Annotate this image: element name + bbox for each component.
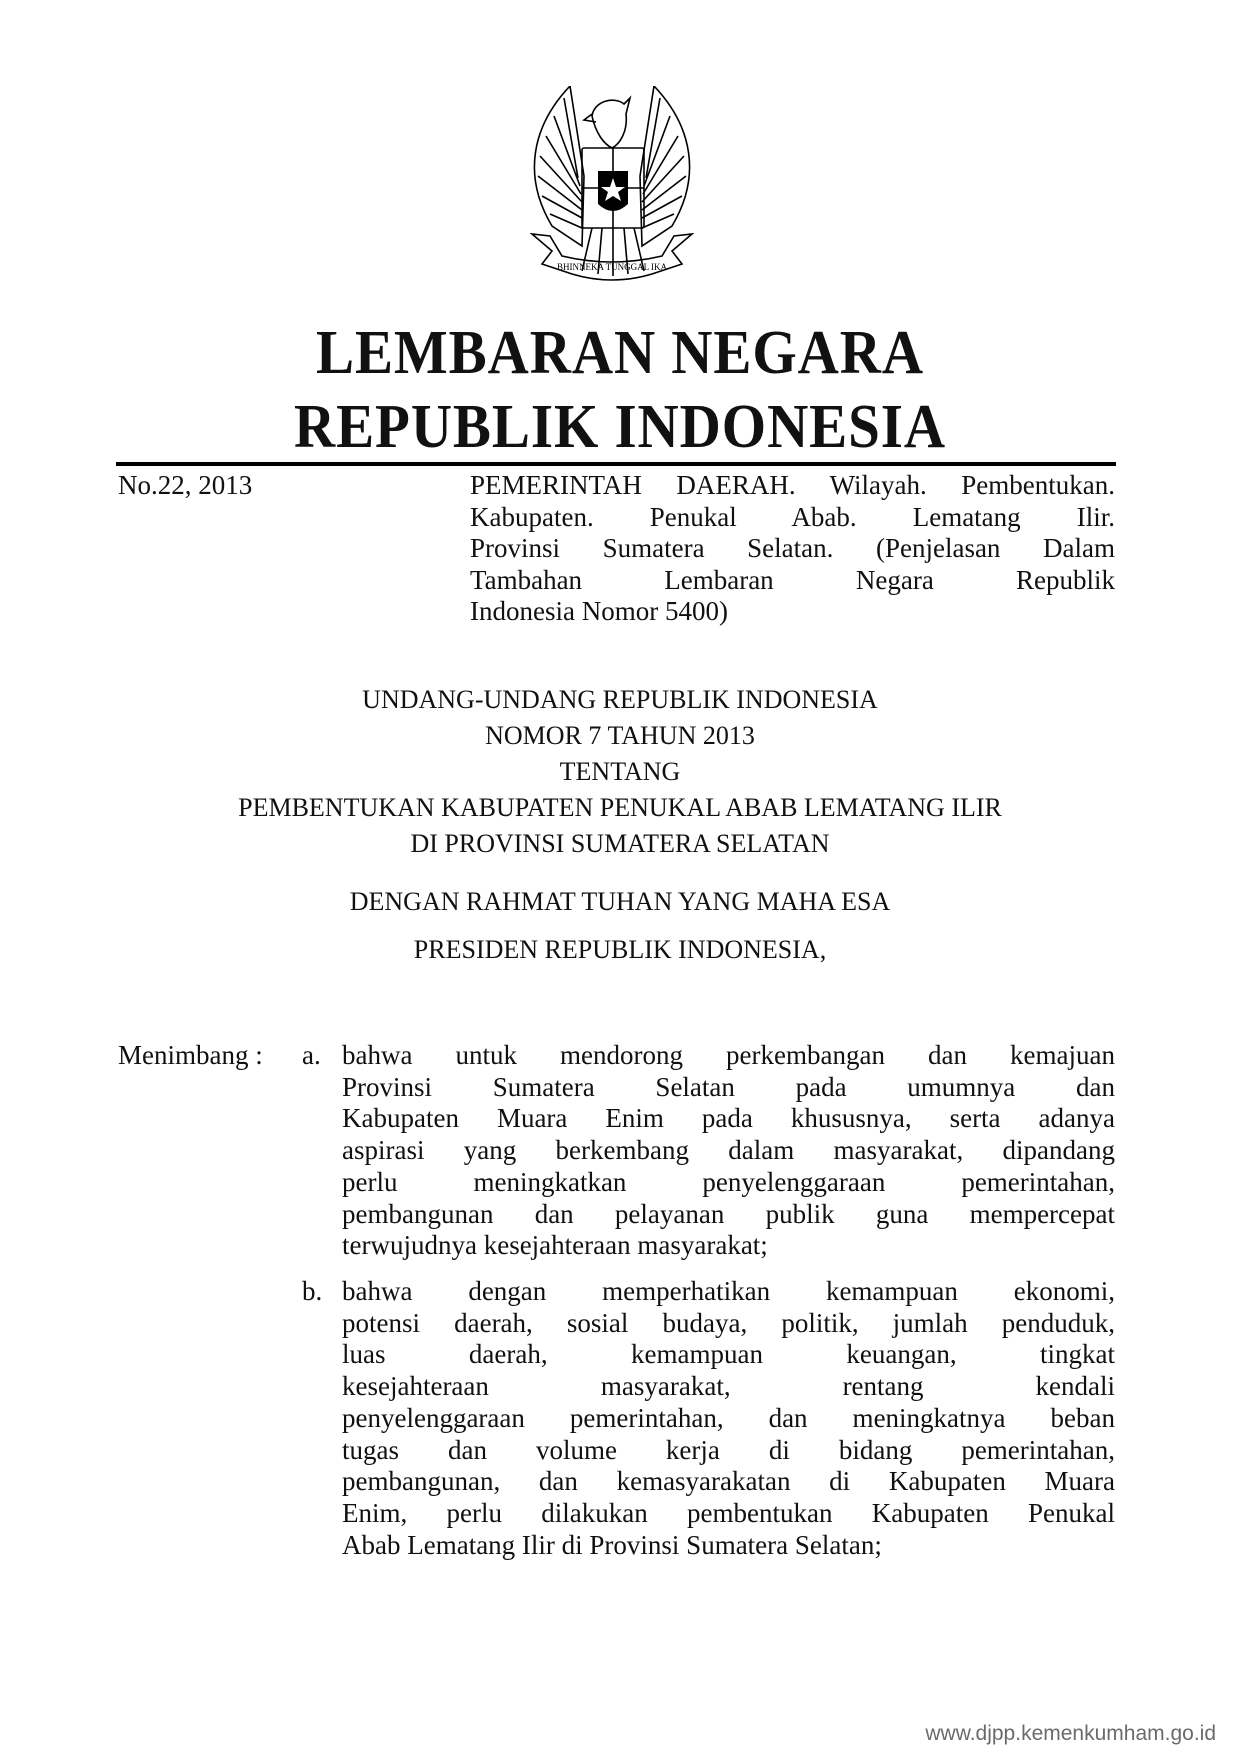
gazette-number: No.22, 2013 — [118, 470, 253, 500]
considerations-separator: : — [255, 1040, 263, 1070]
item-line: pembangunan, dan kemasyarakatan di Kabupaten Muara — [342, 1466, 1115, 1497]
summary-line: Indonesia Nomor 5400) — [470, 596, 728, 626]
item-line: tugas dan volume kerja di bidang pemerintahan, — [342, 1434, 1115, 1465]
considerations-label — [118, 1040, 263, 1071]
invocation: DENGAN RAHMAT TUHAN YANG MAHA ESA — [349, 887, 891, 916]
item-line: aspirasi yang berkembang dalam masyarakat, dipandang — [342, 1135, 1115, 1166]
consideration-item-b — [342, 1276, 1115, 1561]
footer-url: www.djpp.kemenkumham.go.id — [925, 1722, 1216, 1745]
summary-line: Tambahan Lembaran Negara Republik — [470, 564, 1115, 595]
item-line: perlu meningkatkan penyelenggaraan pemerintahan, — [342, 1166, 1115, 1197]
item-line: potensi daerah, sosial budaya, politik, jumlah penduduk, — [342, 1307, 1115, 1338]
masthead-title: LEMBARAN NEGARA — [315, 319, 924, 387]
item-line: Enim, perlu dilakukan pembentukan Kabupaten Penukal — [342, 1497, 1115, 1528]
svg-text:BHINNEKA TUNGGAL IKA: BHINNEKA TUNGGAL IKA — [557, 262, 667, 272]
consideration-item-a — [342, 1040, 1115, 1262]
header-divider — [116, 462, 1116, 466]
item-letter-b: b. — [302, 1276, 323, 1306]
summary-line: Provinsi Sumatera Selatan. (Penjelasan Dalam — [470, 533, 1115, 563]
considerations-label-text: Menimbang — [118, 1040, 249, 1070]
summary-line: Kabupaten. Penukal Abab. Lematang Ilir. — [470, 501, 1115, 532]
item-line: Provinsi Sumatera Selatan pada umumnya dan — [342, 1071, 1115, 1102]
item-line: pembangunan dan pelayanan publik guna mempercepat — [342, 1198, 1115, 1229]
item-letter-a: a. — [302, 1040, 321, 1070]
masthead-subtitle: REPUBLIK INDONESIA — [293, 393, 947, 461]
authority: PRESIDEN REPUBLIK INDONESIA, — [413, 935, 827, 964]
law-about: TENTANG — [559, 757, 681, 786]
law-number: NOMOR 7 TAHUN 2013 — [485, 721, 755, 750]
item-line: penyelenggaraan pemerintahan, dan meningkatnya beban — [342, 1402, 1115, 1433]
item-line: luas daerah, kemampuan keuangan, tingkat — [342, 1339, 1115, 1370]
law-type: UNDANG-UNDANG REPUBLIK INDONESIA — [362, 685, 878, 714]
summary-line: PEMERINTAH DAERAH. Wilayah. Pembentukan. — [470, 470, 1115, 500]
item-line: bahwa untuk mendorong perkembangan dan kemajuan — [342, 1040, 1115, 1070]
law-subject-line-2: DI PROVINSI SUMATERA SELATAN — [410, 829, 830, 858]
law-subject-line-1: PEMBENTUKAN KABUPATEN PENUKAL ABAB LEMATANG ILIR — [238, 793, 1002, 822]
item-line: kesejahteraan masyarakat, rentang kendali — [342, 1371, 1115, 1402]
gazette-summary — [470, 470, 1115, 628]
garuda-pancasila-emblem-icon — [512, 86, 712, 296]
item-line: Kabupaten Muara Enim pada khususnya, serta adanya — [342, 1103, 1115, 1134]
item-line: bahwa dengan memperhatikan kemampuan ekonomi, — [342, 1276, 1115, 1306]
item-line: terwujudnya kesejahteraan masyarakat; — [342, 1230, 768, 1261]
item-line: Abab Lematang Ilir di Provinsi Sumatera Selatan; — [342, 1529, 882, 1560]
